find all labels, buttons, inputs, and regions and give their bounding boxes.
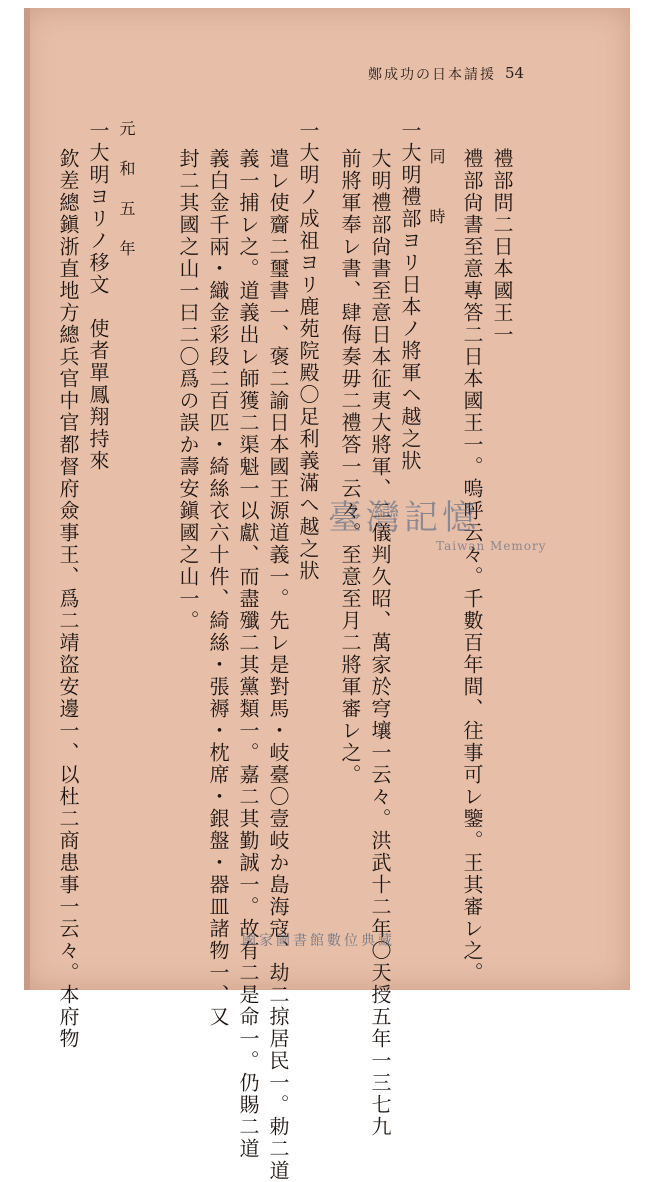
page-binding-edge xyxy=(24,8,30,990)
text-column-2: 禮部尙書至意專答二日本國王一。嗚呼云々。千數百年間、往事可レ鑒。王其審レ之。 xyxy=(460,148,484,984)
text-column-3: 同 時 xyxy=(427,148,446,228)
taiwan-memory-watermark xyxy=(328,490,547,553)
library-footer: 國家圖書館數位典藏 xyxy=(242,933,395,949)
text-column-6: 前將軍奉レ書、肆侮奏毋二禮答一云々。至意至月二將軍審レ之。 xyxy=(338,148,362,786)
text-column-10: 義白金千兩・織金彩段二百匹・綺絲衣六十件、綺絲・張褥・枕席・銀盤・器皿諸物一、又 xyxy=(206,148,230,1028)
text-column-5: 大明禮部尙書至意日本征夷大將軍、二儀判久昭、萬家於穹壤一云々。洪武十二年〇天授五年一三七九 xyxy=(368,148,392,1138)
text-column-1: 禮部問二日本國王一 xyxy=(490,148,514,346)
text-column-9: 義一捕レ之。道義出レ師獲二渠魁一以獻、而盡殲二其黨類一。嘉二其勤誠一。故有二是命一。仍賜二道 xyxy=(236,148,260,1160)
text-column-13: 一大明ヨリノ移文 使者單鳳翔持來 xyxy=(86,120,110,472)
text-column-12: 元 和 五 年 xyxy=(117,120,136,260)
running-header-title: 鄭成功の日本請援 xyxy=(368,67,496,83)
text-column-7: 一大明ノ成祖ヨリ鹿苑院殿〇足利義滿へ越之狀 xyxy=(296,120,320,582)
watermark-subtitle: Taiwan Memory xyxy=(436,539,547,553)
text-column-14: 欽差總鎭浙直地方總兵官中官都督府僉事王、爲二靖盜安邊一、以杜二商患事一云々。本府物 xyxy=(56,148,80,1050)
watermark-title: 臺灣記憶 xyxy=(328,498,480,538)
text-column-4: 一大明禮部ヨリ日本ノ將軍ヘ越之狀 xyxy=(398,120,422,472)
page-number: 54 xyxy=(505,64,525,82)
text-column-8: 遣レ使齎二璽書一、褒二諭日本國王源道義一。先レ是對馬・岐臺〇壹岐か島海寇、劫二掠居民一。勅二道 xyxy=(266,148,290,1182)
text-column-11: 封二其國之山一曰二〇爲の誤か壽安鎭國之山一。 xyxy=(176,148,200,632)
